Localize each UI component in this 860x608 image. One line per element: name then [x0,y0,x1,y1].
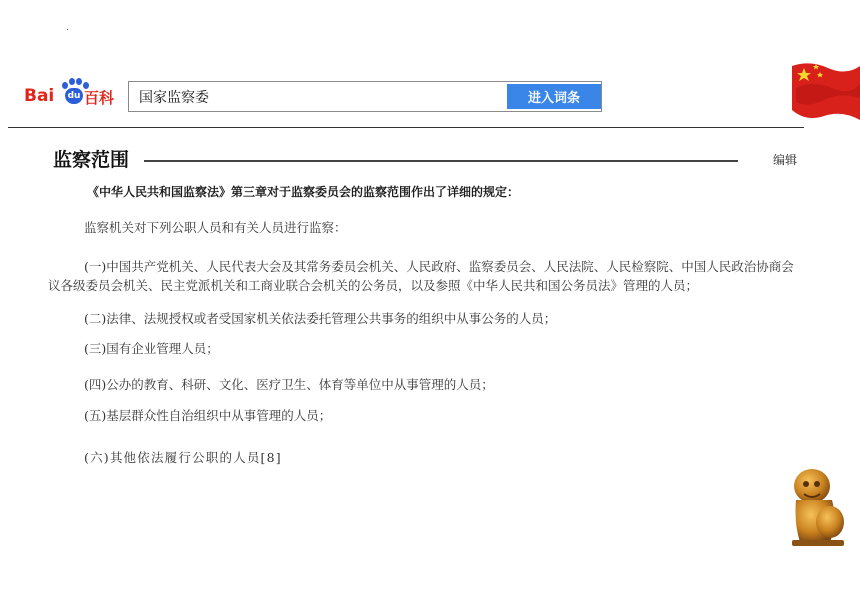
paragraph: (三)国有企业管理人员； [84,341,219,356]
chinese-flag-icon [790,58,860,128]
section-title-rule [144,160,738,162]
header-divider [8,127,804,128]
page-dot: . [66,22,70,33]
logo-text-baike: 百科 [84,89,115,107]
paragraph: (五)基层群众性自治组织中从事管理的人员； [84,408,332,423]
search-box [128,81,602,112]
paw-toe [76,78,82,85]
paragraph: 监察机关对下列公职人员和有关人员进行监察： [84,220,347,235]
logo-text-bai: Bai [24,86,55,106]
paw-toe [69,78,75,85]
edit-link[interactable]: 编辑 [773,153,798,167]
paragraph: (六)其他依法履行公职的人员[8] [84,450,282,465]
logo-text-du: du [65,88,83,104]
paragraph: (一)中国共产党机关、人民代表大会及其常务委员会机关、人民政府、监察委员会、人民法院、人民检察院、中国人民政治协商会议各级委员会机关、民主党派机关和工商业联合会机关的公务员，以及参照《中华人民共和国公务员法》管理的人员； [48,259,794,293]
baidu-baike-logo[interactable] [24,78,124,112]
intro-text: 《中华人民共和国监察法》第三章对于监察委员会的监察范围作出了详细的规定： [87,185,520,199]
paragraph: (四)公办的教育、科研、文化、医疗卫生、体育等单位中从事管理的人员； [84,377,494,392]
search-input[interactable] [129,82,505,111]
enter-entry-button[interactable]: 进入词条 [507,84,601,109]
paragraph: (二)法律、法规授权或者受国家机关依法委托管理公共事务的组织中从事公务的人员； [84,311,557,326]
golden-lion-icon [786,464,850,548]
section-title: 监察范围 [53,149,130,171]
paw-toe [62,82,68,89]
